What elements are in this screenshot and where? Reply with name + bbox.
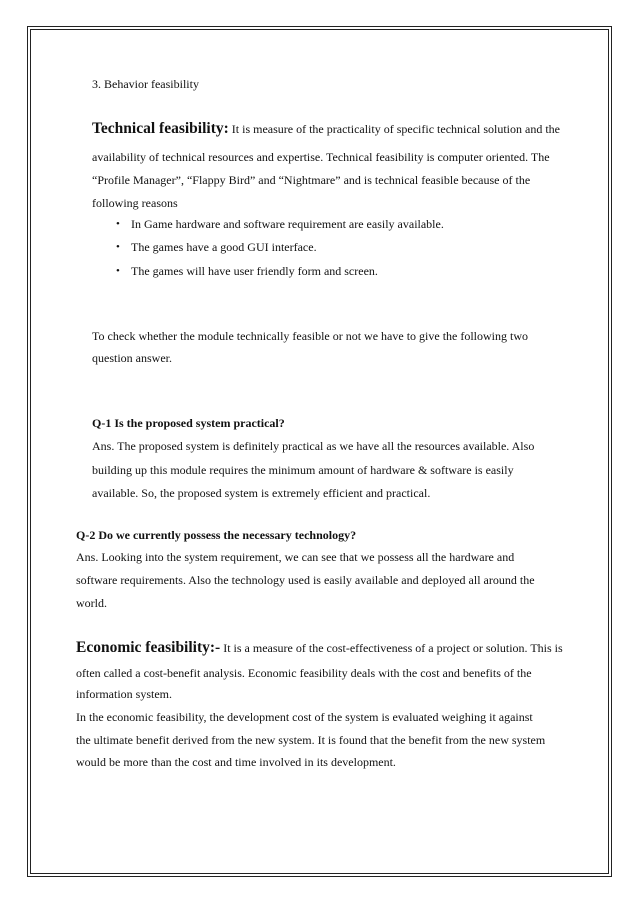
check-line-2: question answer. [92,351,172,365]
economic-line-2: often called a cost-benefit analysis. Economic feasibility deals with the cost and benefits of the [76,666,532,680]
technical-line-4: following reasons [92,196,178,210]
q1-question: Q-1 Is the proposed system practical? [92,416,285,430]
economic-line-3: information system. [76,687,172,701]
q1-answer-line-3: available. So, the proposed system is extremely efficient and practical. [92,486,431,500]
q1-answer-line-2: building up this module requires the minimum amount of hardware & software is easily [92,463,514,477]
economic-line-6: would be more than the cost and time involved in its development. [76,755,396,769]
technical-line-2: availability of technical resources and expertise. Technical feasibility is computer oriented. The [92,150,550,164]
check-line-1: To check whether the module technically feasible or not we have to give the following two [92,329,529,343]
q2-answer-line-3: world. [76,596,107,610]
q2-answer-line-2: software requirements. Also the technology used is easily available and deployed all around the [76,573,535,587]
q2-answer-line-1: Ans. Looking into the system requirement, we can see that we possess all the hardware and [76,550,515,564]
technical-line-3: “Profile Manager”, “Flappy Bird” and “Nightmare” and is technical feasible because of the [92,173,531,187]
bullet-icon: • [116,218,120,230]
section-heading: 3. Behavior feasibility [92,77,199,91]
economic-line-4: In the economic feasibility, the development cost of the system is evaluated weighing it against [76,710,533,724]
technical-bullet-2: The games have a good GUI interface. [131,240,317,254]
technical-bullet-3: The games will have user friendly form and screen. [131,264,378,278]
technical-bullet-1: In Game hardware and software requirement are easily available. [131,217,444,231]
technical-heading: Technical feasibility: [92,120,229,137]
economic-line-5: the ultimate benefit derived from the new system. It is found that the benefit from the new system [76,733,546,747]
economic-heading: Economic feasibility:- [76,639,221,656]
economic-line-1-text: It is a measure of the cost-effectiveness of a project or solution. This is [220,641,563,655]
bullet-icon: • [116,241,120,253]
q2-question: Q-2 Do we currently possess the necessary technology? [76,528,357,542]
technical-paragraph-line-1 [92,122,560,136]
bullet-icon: • [116,265,120,277]
technical-line-1-text: It is measure of the practicality of specific technical solution and the [228,122,560,136]
q1-answer-line-1: Ans. The proposed system is definitely practical as we have all the resources available. Also [92,439,535,453]
economic-paragraph-line-1 [76,641,563,655]
